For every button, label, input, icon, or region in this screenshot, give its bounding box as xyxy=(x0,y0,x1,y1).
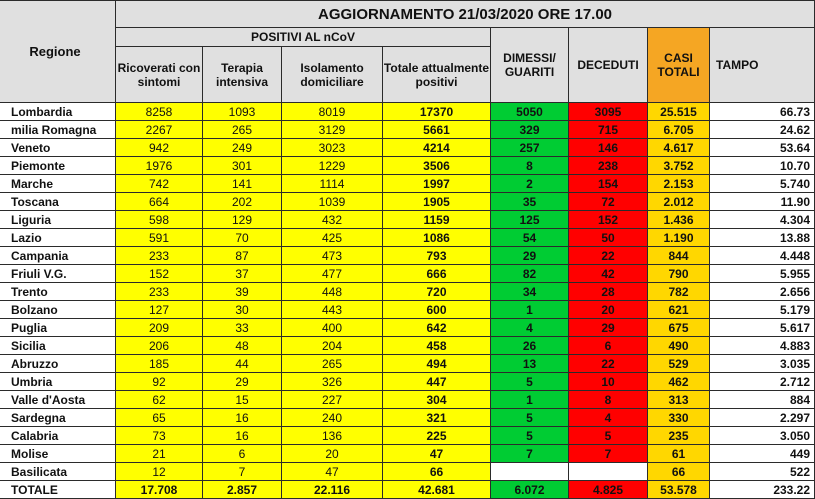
ricoverati-cell: 233 xyxy=(116,283,203,301)
tamponi-cell: 5.740 xyxy=(710,175,815,193)
tamponi-cell: 5.617 xyxy=(710,319,815,337)
table-row xyxy=(0,121,815,139)
region-name-cell: Umbria xyxy=(0,373,116,391)
totale-positivi-cell: 4214 xyxy=(383,139,491,157)
casi-totali-cell: 4.617 xyxy=(648,139,710,157)
total-isolamento-cell: 22.116 xyxy=(282,481,383,499)
total-totale-positivi-cell: 42.681 xyxy=(383,481,491,499)
isolamento-cell: 265 xyxy=(282,355,383,373)
terapia-cell: 16 xyxy=(203,409,282,427)
table-row xyxy=(0,157,815,175)
isolamento-cell: 136 xyxy=(282,427,383,445)
totale-positivi-cell: 1997 xyxy=(383,175,491,193)
region-name-cell: Trento xyxy=(0,283,116,301)
terapia-cell: 33 xyxy=(203,319,282,337)
dimessi-cell: 1 xyxy=(491,301,569,319)
dimessi-cell: 4 xyxy=(491,319,569,337)
isolamento-cell: 1229 xyxy=(282,157,383,175)
deceduti-cell: 152 xyxy=(569,211,648,229)
casi-totali-cell: 844 xyxy=(648,247,710,265)
regione-header: Regione xyxy=(0,1,116,103)
tamponi-cell: 3.050 xyxy=(710,427,815,445)
totale-positivi-header: Totale attualmente positivi xyxy=(383,47,491,103)
dimessi-cell: 329 xyxy=(491,121,569,139)
table-row xyxy=(0,301,815,319)
table-row xyxy=(0,355,815,373)
totale-positivi-cell: 304 xyxy=(383,391,491,409)
deceduti-cell: 22 xyxy=(569,355,648,373)
dimessi-cell: 2 xyxy=(491,175,569,193)
isolamento-cell: 3129 xyxy=(282,121,383,139)
table-row xyxy=(0,283,815,301)
update-title: AGGIORNAMENTO 21/03/2020 ORE 17.00 xyxy=(116,1,815,28)
dimessi-cell: 5 xyxy=(491,427,569,445)
ricoverati-cell: 127 xyxy=(116,301,203,319)
region-name-cell: Marche xyxy=(0,175,116,193)
totale-positivi-cell: 494 xyxy=(383,355,491,373)
dimessi-cell: 8 xyxy=(491,157,569,175)
casi-totali-cell: 313 xyxy=(648,391,710,409)
dimessi-cell: 54 xyxy=(491,229,569,247)
region-name-cell: Sardegna xyxy=(0,409,116,427)
region-name-cell: Molise xyxy=(0,445,116,463)
table-row xyxy=(0,373,815,391)
terapia-cell: 249 xyxy=(203,139,282,157)
deceduti-cell: 3095 xyxy=(569,103,648,121)
totale-positivi-cell: 47 xyxy=(383,445,491,463)
dimessi-cell: 125 xyxy=(491,211,569,229)
totale-positivi-cell: 1159 xyxy=(383,211,491,229)
deceduti-header: DECEDUTI xyxy=(569,28,648,103)
tamponi-cell: 449 xyxy=(710,445,815,463)
terapia-cell: 7 xyxy=(203,463,282,481)
casi-totali-cell: 2.012 xyxy=(648,193,710,211)
casi-totali-cell: 490 xyxy=(648,337,710,355)
region-name-cell: Lazio xyxy=(0,229,116,247)
isolamento-cell: 400 xyxy=(282,319,383,337)
totale-positivi-cell: 720 xyxy=(383,283,491,301)
casi-totali-cell: 235 xyxy=(648,427,710,445)
casi-totali-cell: 621 xyxy=(648,301,710,319)
tamponi-cell: 5.179 xyxy=(710,301,815,319)
totale-positivi-cell: 321 xyxy=(383,409,491,427)
casi-totali-cell: 782 xyxy=(648,283,710,301)
table-row xyxy=(0,229,815,247)
table-row xyxy=(0,391,815,409)
terapia-cell: 39 xyxy=(203,283,282,301)
table-row xyxy=(0,175,815,193)
isolamento-cell: 425 xyxy=(282,229,383,247)
tamponi-cell: 2.656 xyxy=(710,283,815,301)
tamponi-cell: 884 xyxy=(710,391,815,409)
tamponi-cell: 4.448 xyxy=(710,247,815,265)
terapia-cell: 29 xyxy=(203,373,282,391)
terapia-cell: 16 xyxy=(203,427,282,445)
totale-positivi-cell: 793 xyxy=(383,247,491,265)
isolamento-cell: 3023 xyxy=(282,139,383,157)
terapia-cell: 30 xyxy=(203,301,282,319)
table-body xyxy=(0,103,815,499)
dimessi-cell: 34 xyxy=(491,283,569,301)
totale-positivi-cell: 3506 xyxy=(383,157,491,175)
tamponi-cell: 2.297 xyxy=(710,409,815,427)
ricoverati-cell: 65 xyxy=(116,409,203,427)
tamponi-cell: 3.035 xyxy=(710,355,815,373)
totals-row xyxy=(0,481,815,499)
deceduti-cell: 50 xyxy=(569,229,648,247)
dimessi-cell: 1 xyxy=(491,391,569,409)
region-name-cell: Bolzano xyxy=(0,301,116,319)
deceduti-cell: 20 xyxy=(569,301,648,319)
totale-positivi-cell: 225 xyxy=(383,427,491,445)
tamponi-cell: 66.73 xyxy=(710,103,815,121)
terapia-cell: 6 xyxy=(203,445,282,463)
ricoverati-cell: 185 xyxy=(116,355,203,373)
deceduti-cell: 22 xyxy=(569,247,648,265)
ricoverati-cell: 2267 xyxy=(116,121,203,139)
totale-positivi-cell: 66 xyxy=(383,463,491,481)
ricoverati-cell: 152 xyxy=(116,265,203,283)
isolamento-cell: 20 xyxy=(282,445,383,463)
ricoverati-cell: 664 xyxy=(116,193,203,211)
region-name-cell: Liguria xyxy=(0,211,116,229)
deceduti-cell: 238 xyxy=(569,157,648,175)
casi-totali-cell: 462 xyxy=(648,373,710,391)
totale-positivi-cell: 458 xyxy=(383,337,491,355)
casi-totali-cell: 529 xyxy=(648,355,710,373)
table-row xyxy=(0,265,815,283)
casi-totali-cell: 1.436 xyxy=(648,211,710,229)
total-tamponi-cell: 233.22 xyxy=(710,481,815,499)
total-deceduti-cell: 4.825 xyxy=(569,481,648,499)
terapia-cell: 87 xyxy=(203,247,282,265)
table-row xyxy=(0,463,815,481)
tamponi-cell: 24.62 xyxy=(710,121,815,139)
terapia-cell: 265 xyxy=(203,121,282,139)
isolamento-cell: 204 xyxy=(282,337,383,355)
isolamento-cell: 1039 xyxy=(282,193,383,211)
terapia-cell: 129 xyxy=(203,211,282,229)
table-row xyxy=(0,427,815,445)
tamponi-cell: 53.64 xyxy=(710,139,815,157)
dimessi-cell: 7 xyxy=(491,445,569,463)
region-name-cell: Calabria xyxy=(0,427,116,445)
dimessi-cell: 35 xyxy=(491,193,569,211)
terapia-header: Terapia intensiva xyxy=(203,47,282,103)
isolamento-cell: 47 xyxy=(282,463,383,481)
tamponi-cell: 4.883 xyxy=(710,337,815,355)
tamponi-cell: 522 xyxy=(710,463,815,481)
terapia-cell: 141 xyxy=(203,175,282,193)
ricoverati-cell: 742 xyxy=(116,175,203,193)
totale-positivi-cell: 447 xyxy=(383,373,491,391)
casi-totali-cell: 66 xyxy=(648,463,710,481)
totale-positivi-cell: 17370 xyxy=(383,103,491,121)
ricoverati-cell: 92 xyxy=(116,373,203,391)
ricoverati-cell: 233 xyxy=(116,247,203,265)
deceduti-cell: 42 xyxy=(569,265,648,283)
casi-totali-cell: 3.752 xyxy=(648,157,710,175)
isolamento-cell: 443 xyxy=(282,301,383,319)
isolamento-cell: 448 xyxy=(282,283,383,301)
dimessi-cell: 29 xyxy=(491,247,569,265)
region-name-cell: Piemonte xyxy=(0,157,116,175)
casi-totali-cell: 790 xyxy=(648,265,710,283)
total-casi-totali-cell: 53.578 xyxy=(648,481,710,499)
tamponi-cell: 2.712 xyxy=(710,373,815,391)
table-row xyxy=(0,193,815,211)
deceduti-cell: 7 xyxy=(569,445,648,463)
deceduti-cell: 10 xyxy=(569,373,648,391)
totale-positivi-cell: 642 xyxy=(383,319,491,337)
isolamento-cell: 240 xyxy=(282,409,383,427)
table-row xyxy=(0,337,815,355)
totale-positivi-cell: 1086 xyxy=(383,229,491,247)
deceduti-cell: 28 xyxy=(569,283,648,301)
ricoverati-cell: 598 xyxy=(116,211,203,229)
ricoverati-cell: 1976 xyxy=(116,157,203,175)
casi-totali-header: CASI TOTALI xyxy=(648,28,710,103)
total-ricoverati-cell: 17.708 xyxy=(116,481,203,499)
region-name-cell: Lombardia xyxy=(0,103,116,121)
total-dimessi-cell: 6.072 xyxy=(491,481,569,499)
ricoverati-cell: 8258 xyxy=(116,103,203,121)
region-name-cell: Friuli V.G. xyxy=(0,265,116,283)
region-name-cell: Campania xyxy=(0,247,116,265)
isolamento-header: Isolamento domiciliare xyxy=(282,47,383,103)
casi-totali-cell: 6.705 xyxy=(648,121,710,139)
ricoverati-cell: 209 xyxy=(116,319,203,337)
terapia-cell: 44 xyxy=(203,355,282,373)
table-row xyxy=(0,139,815,157)
deceduti-cell: 6 xyxy=(569,337,648,355)
dimessi-cell: 82 xyxy=(491,265,569,283)
totale-positivi-cell: 1905 xyxy=(383,193,491,211)
table-row xyxy=(0,247,815,265)
dimessi-cell xyxy=(491,463,569,481)
region-name-cell: Sicilia xyxy=(0,337,116,355)
terapia-cell: 48 xyxy=(203,337,282,355)
deceduti-cell xyxy=(569,463,648,481)
deceduti-cell: 154 xyxy=(569,175,648,193)
isolamento-cell: 326 xyxy=(282,373,383,391)
isolamento-cell: 432 xyxy=(282,211,383,229)
isolamento-cell: 227 xyxy=(282,391,383,409)
tamponi-cell: 4.304 xyxy=(710,211,815,229)
tamponi-cell: 10.70 xyxy=(710,157,815,175)
region-name-cell: Puglia xyxy=(0,319,116,337)
casi-totali-cell: 330 xyxy=(648,409,710,427)
deceduti-cell: 5 xyxy=(569,427,648,445)
ricoverati-cell: 21 xyxy=(116,445,203,463)
totale-positivi-cell: 600 xyxy=(383,301,491,319)
deceduti-cell: 72 xyxy=(569,193,648,211)
tamponi-cell: 11.90 xyxy=(710,193,815,211)
terapia-cell: 37 xyxy=(203,265,282,283)
totale-positivi-cell: 666 xyxy=(383,265,491,283)
table-row xyxy=(0,211,815,229)
isolamento-cell: 473 xyxy=(282,247,383,265)
ricoverati-cell: 62 xyxy=(116,391,203,409)
ricoverati-cell: 942 xyxy=(116,139,203,157)
casi-totali-cell: 675 xyxy=(648,319,710,337)
tamponi-cell: 13.88 xyxy=(710,229,815,247)
region-name-cell: Veneto xyxy=(0,139,116,157)
dimessi-cell: 5 xyxy=(491,409,569,427)
terapia-cell: 1093 xyxy=(203,103,282,121)
casi-totali-cell: 25.515 xyxy=(648,103,710,121)
isolamento-cell: 1114 xyxy=(282,175,383,193)
casi-totali-cell: 1.190 xyxy=(648,229,710,247)
deceduti-cell: 715 xyxy=(569,121,648,139)
isolamento-cell: 477 xyxy=(282,265,383,283)
positivi-group-header: POSITIVI AL nCoV xyxy=(116,28,491,47)
table-row xyxy=(0,445,815,463)
table-row xyxy=(0,409,815,427)
ricoverati-cell: 73 xyxy=(116,427,203,445)
deceduti-cell: 146 xyxy=(569,139,648,157)
region-name-cell: Toscana xyxy=(0,193,116,211)
terapia-cell: 202 xyxy=(203,193,282,211)
region-name-cell: milia Romagna xyxy=(0,121,116,139)
dimessi-cell: 5050 xyxy=(491,103,569,121)
deceduti-cell: 29 xyxy=(569,319,648,337)
isolamento-cell: 8019 xyxy=(282,103,383,121)
dimessi-cell: 13 xyxy=(491,355,569,373)
terapia-cell: 301 xyxy=(203,157,282,175)
dimessi-cell: 26 xyxy=(491,337,569,355)
table-row xyxy=(0,103,815,121)
tamponi-header: TAMPO xyxy=(710,28,815,103)
dimessi-header: DIMESSI/ GUARITI xyxy=(491,28,569,103)
tamponi-cell: 5.955 xyxy=(710,265,815,283)
ricoverati-header: Ricoverati con sintomi xyxy=(116,47,203,103)
totale-positivi-cell: 5661 xyxy=(383,121,491,139)
dimessi-cell: 5 xyxy=(491,373,569,391)
casi-totali-cell: 2.153 xyxy=(648,175,710,193)
ricoverati-cell: 206 xyxy=(116,337,203,355)
ricoverati-cell: 12 xyxy=(116,463,203,481)
region-name-cell: Abruzzo xyxy=(0,355,116,373)
total-region-name-cell: TOTALE xyxy=(0,481,116,499)
total-terapia-cell: 2.857 xyxy=(203,481,282,499)
deceduti-cell: 8 xyxy=(569,391,648,409)
table-row xyxy=(0,319,815,337)
dimessi-cell: 257 xyxy=(491,139,569,157)
terapia-cell: 70 xyxy=(203,229,282,247)
region-name-cell: Valle d'Aosta xyxy=(0,391,116,409)
casi-totali-cell: 61 xyxy=(648,445,710,463)
region-name-cell: Basilicata xyxy=(0,463,116,481)
deceduti-cell: 4 xyxy=(569,409,648,427)
terapia-cell: 15 xyxy=(203,391,282,409)
ricoverati-cell: 591 xyxy=(116,229,203,247)
